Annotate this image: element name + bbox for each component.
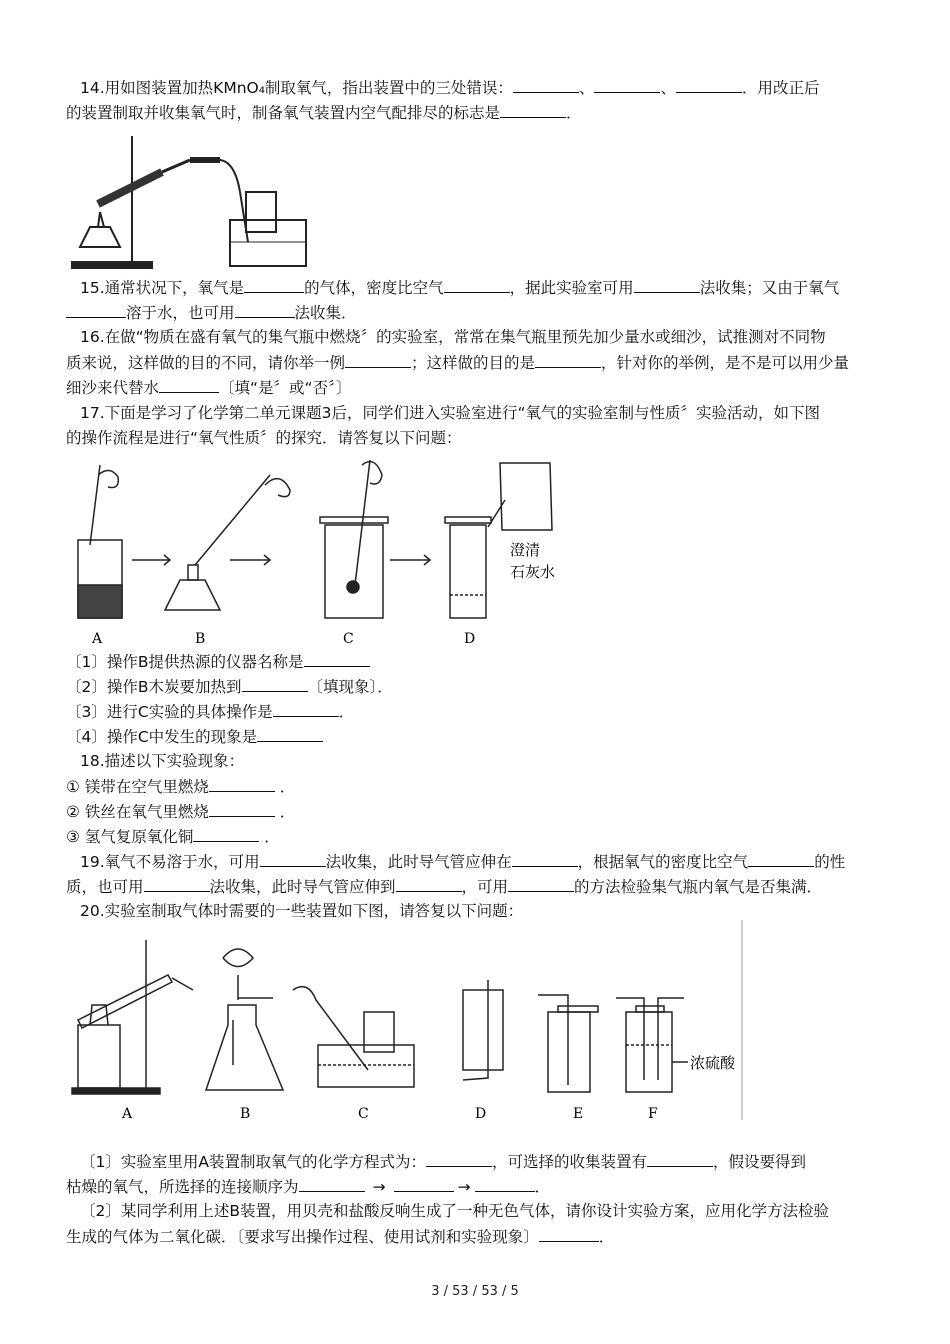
q14-text2: 的装置制取并收集氧气时，制备氧气装置内空气配排尽的标志是 — [66, 104, 501, 122]
answer-blank[interactable] — [500, 101, 566, 118]
period: ． — [534, 1178, 551, 1196]
q17-sub4 — [66, 725, 323, 748]
q16-text2a: 质来说，这样做的目的不同，请你举一例 — [66, 354, 346, 372]
q20-s1-text-b: ，可选择的收集装置有 — [491, 1153, 647, 1171]
q15-line1 — [80, 276, 839, 299]
fig-text-clear: 澄清 — [510, 541, 541, 559]
q15-text-a: 15.通常状况下，氧气是 — [80, 279, 245, 297]
period: ． — [598, 1228, 615, 1246]
q18-item1-text: ① 镁带在空气里燃烧 — [66, 778, 209, 796]
q16-text3b: 〔填“是〞或“否〞〕 — [219, 379, 352, 397]
q19-text-d: 的性 — [814, 853, 846, 871]
q17-sub1 — [66, 650, 370, 673]
answer-blank[interactable] — [235, 301, 295, 318]
q18-item2-text: ② 铁丝在氧气里燃烧 — [66, 803, 209, 821]
answer-blank[interactable] — [345, 351, 411, 368]
q20-title — [80, 900, 523, 922]
q20-s2-text: 〔2〕某同学利用上述B装置，用贝壳和盐酸反响生成了一种无色气体，请你设计实验方案，应用化学方法检验 — [80, 1202, 829, 1220]
fig-label-a: A — [92, 631, 103, 647]
q17-sub3 — [66, 700, 354, 723]
gas-apparatus-figure — [68, 920, 758, 1130]
q17-text1: 17.下面是学习了化学第二单元课题3后，同学们进入实验室进行“氧气的实验室制与性质〞实验活动，如下图 — [80, 404, 821, 422]
answer-blank[interactable] — [159, 376, 219, 393]
fig-label-c: C — [358, 1106, 369, 1122]
answer-blank[interactable] — [209, 800, 275, 817]
fig-text-limewater: 石灰水 — [510, 563, 556, 581]
q20-s2-line1 — [80, 1200, 829, 1222]
q16-line1 — [80, 326, 826, 348]
q20-s1-line1 — [80, 1150, 806, 1173]
fig-label-c: C — [343, 631, 354, 647]
answer-blank[interactable] — [512, 850, 578, 867]
q14-text: 14.用如图装置加热KMnO₄制取氧气，指出装置中的三处错误： — [80, 79, 513, 97]
answer-blank[interactable] — [634, 276, 700, 293]
answer-blank[interactable] — [535, 351, 601, 368]
q20-s1-text: 〔1〕实验室里用A装置制取氧气的化学方程式为： — [80, 1153, 426, 1171]
fig-label-d: D — [464, 631, 476, 647]
answer-blank[interactable] — [594, 76, 660, 93]
q19-text-a: 19.氧气不易溶于水，可用 — [80, 853, 260, 871]
answer-blank[interactable] — [260, 850, 326, 867]
q16-text3a: 细沙来代替水 — [66, 379, 160, 397]
q15-text-f: 法收集． — [294, 304, 357, 322]
q15-text-b: 的气体，密度比空气 — [304, 279, 444, 297]
q18-title-text: 18.描述以下实验现象： — [80, 752, 245, 770]
fig-label-d: D — [475, 1106, 487, 1122]
answer-blank[interactable] — [513, 76, 579, 93]
q18-item3 — [66, 825, 280, 848]
answer-blank[interactable] — [66, 301, 126, 318]
q16-text1: 16.在做“物质在盛有氧气的集气瓶中燃烧〞的实验室，常常在集气瓶里预先加少量水或细沙，试推测对不同物 — [80, 328, 826, 346]
q17-line2 — [66, 427, 462, 449]
q20-title-text: 20.实验室制取气体时需要的一些装置如下图，请答复以下问题： — [80, 902, 524, 920]
q17-line1 — [80, 402, 820, 424]
q17-sub3-text: 〔3〕进行C实验的具体操作是 — [66, 703, 273, 721]
q19-text-f: 法收集，此时导气管应伸到 — [209, 878, 396, 896]
q16-text2b: ；这样做的目的是 — [411, 354, 536, 372]
arrow: → — [457, 1178, 471, 1196]
q14-text-tail: ．用改正后 — [741, 79, 820, 97]
fig-text-sulfuric-acid: 浓硫酸 — [690, 1054, 736, 1072]
q20-s1-text-c: ，假设要得到 — [712, 1153, 806, 1171]
period: ． — [279, 803, 296, 821]
answer-blank[interactable] — [394, 1175, 454, 1192]
q14-line2 — [66, 101, 582, 124]
kmno4-apparatus-figure — [70, 132, 310, 272]
answer-blank[interactable] — [539, 1225, 599, 1242]
answer-blank[interactable] — [396, 875, 462, 892]
q17-sub4-text: 〔4〕操作C中发生的现象是 — [66, 728, 258, 746]
answer-blank[interactable] — [209, 775, 275, 792]
q18-item2 — [66, 800, 295, 823]
q18-item3-text: ③ 氢气复原氧化铜 — [66, 828, 194, 846]
q17-sub1-text: 〔1〕操作B提供热源的仪器名称是 — [66, 653, 304, 671]
q18-title — [80, 750, 244, 772]
answer-blank[interactable] — [647, 1150, 713, 1167]
separator: 、 — [660, 79, 676, 97]
period: ． — [264, 828, 280, 846]
q19-text-g: ，可用 — [461, 878, 509, 896]
fig-label-b: B — [240, 1106, 251, 1122]
answer-blank[interactable] — [193, 825, 259, 842]
answer-blank[interactable] — [273, 700, 339, 717]
fig-label-f: F — [648, 1106, 658, 1122]
q19-line1 — [80, 850, 845, 873]
answer-blank[interactable] — [475, 1175, 535, 1192]
q18-item1 — [66, 775, 295, 798]
period: ． — [338, 703, 355, 721]
q19-text-b: 法收集，此时导气管应伸在 — [325, 853, 512, 871]
answer-blank[interactable] — [676, 76, 742, 93]
q14-line1 — [80, 76, 819, 99]
period: ． — [279, 778, 296, 796]
fig-label-a: A — [122, 1106, 133, 1122]
q20-s2-line2 — [66, 1225, 614, 1248]
answer-blank[interactable] — [257, 725, 323, 742]
q17-text2: 的操作流程是进行“氧气性质〞的探究．请答复以下问题： — [66, 429, 462, 447]
answer-blank[interactable] — [144, 875, 210, 892]
fig-label-b: B — [195, 631, 206, 647]
answer-blank[interactable] — [748, 850, 814, 867]
q15-text-c: ，据此实验室可用 — [509, 279, 634, 297]
q19-text-e: 质，也可用 — [66, 878, 144, 896]
q16-line2 — [66, 351, 849, 374]
q17-sub2-text: 〔2〕操作B木炭要加热到 — [66, 678, 242, 696]
separator: 、 — [578, 79, 595, 97]
arrow: → — [372, 1178, 386, 1196]
oxygen-property-procedure-figure — [70, 455, 570, 650]
q16-line3 — [66, 376, 351, 399]
answer-blank[interactable] — [242, 675, 308, 692]
q19-text-c: ，根据氧气的密度比空气 — [577, 853, 749, 871]
q15-line2 — [66, 301, 357, 324]
q20-s2-text-b: 生成的气体为二氧化碳．〔要求写出操作过程、使用试剂和实验现象〕 — [66, 1228, 539, 1246]
answer-blank[interactable] — [426, 1150, 492, 1167]
q16-text2c: ，针对你的举例，是不是可以用少量 — [601, 354, 850, 372]
page-number: 3 / 53 / 53 / 5 — [431, 1284, 519, 1299]
q19-line2 — [66, 875, 822, 898]
q15-text-e: 溶于水，也可用 — [126, 304, 235, 322]
answer-blank[interactable] — [299, 1175, 365, 1192]
answer-blank[interactable] — [304, 650, 370, 667]
q17-sub2-tail: 〔填现象〕． — [307, 678, 393, 696]
q17-sub2 — [66, 675, 393, 698]
q20-s1-text-d: 枯燥的氧气，所选择的连接顺序为 — [66, 1178, 299, 1196]
q15-text-d: 法收集；又由于氧气 — [699, 279, 840, 297]
q20-s1-line2 — [66, 1175, 550, 1198]
answer-blank[interactable] — [508, 875, 574, 892]
period: ． — [566, 104, 582, 122]
answer-blank[interactable] — [244, 276, 304, 293]
answer-blank[interactable] — [444, 276, 510, 293]
fig-label-e: E — [573, 1106, 584, 1122]
q19-text-h: 的方法检验集气瓶内氧气是否集满． — [574, 878, 823, 896]
